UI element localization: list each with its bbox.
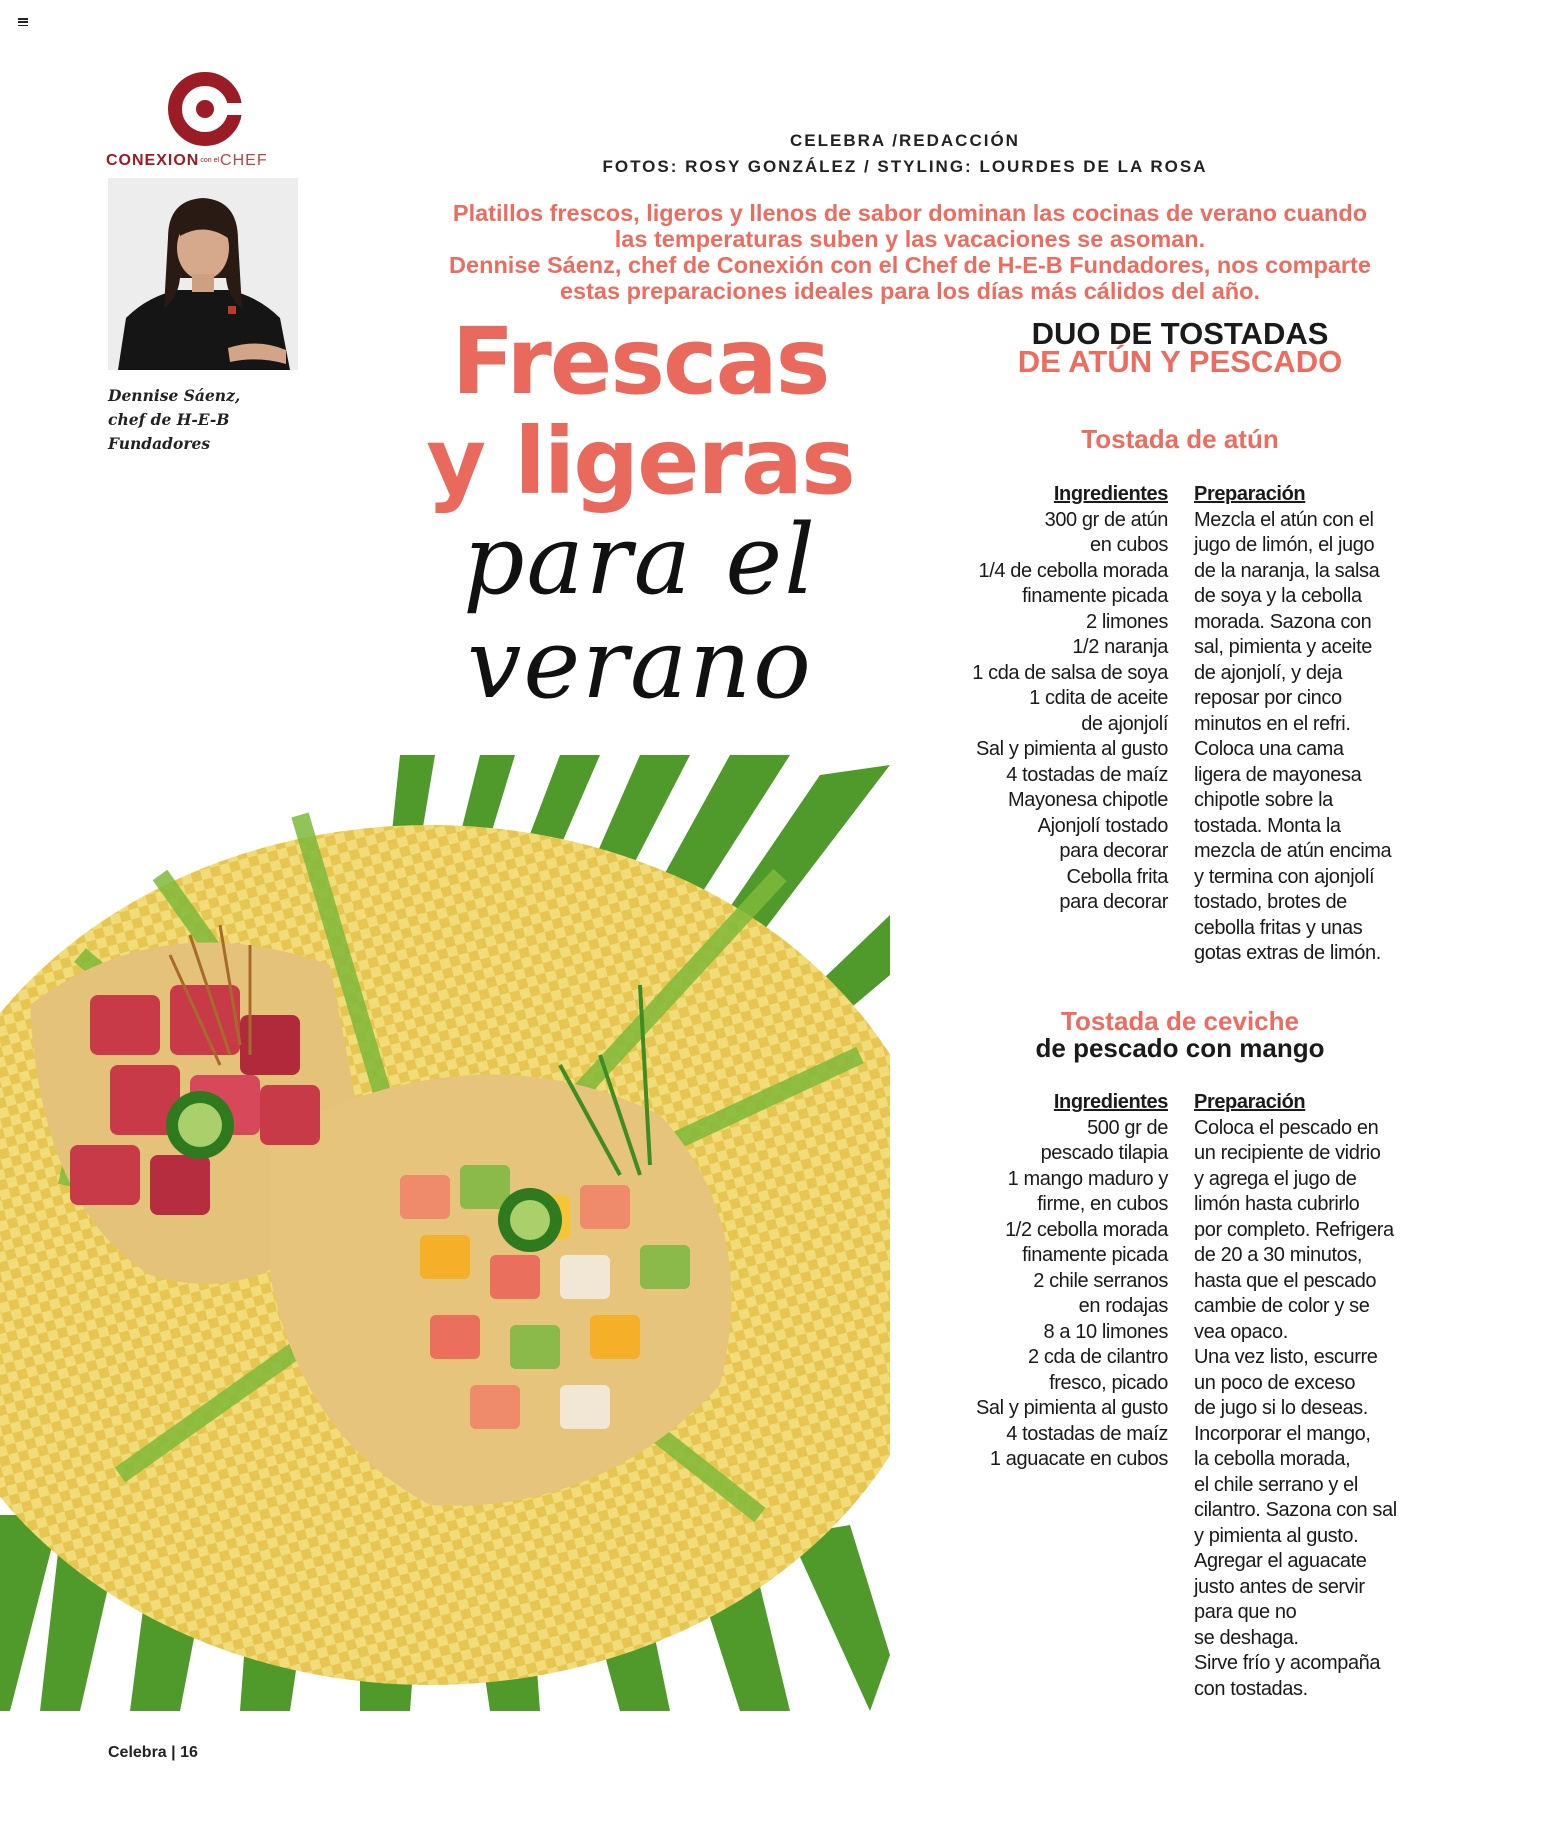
menu-icon[interactable] [18, 18, 28, 26]
dish-title: DUO DE TOSTADAS DE ATÚN Y PESCADO [1017, 316, 1343, 379]
title-line-1: Frescas [451, 308, 829, 415]
conexion-chef-logo [106, 72, 302, 170]
title-line-4: verano [467, 608, 813, 720]
logo-text: CONEXIONcon elCHEF [106, 152, 268, 169]
chef-portrait [108, 178, 298, 370]
recipe1-title: Tostada de atún [1081, 424, 1279, 454]
recipe2-ingredients: Ingredientes 500 gr de pescado tilapia 1 mango maduro y firme, en cubos 1/2 cebolla morada finamente picada 2 chile serranos en rodajas 8 a 10 limones 2 cda de cilantro fresco, picado Sal y pimienta al gusto 4 tostadas de maíz 1 aguacate en cubos [975, 1091, 1168, 1470]
intro-paragraph: Platillos frescos, ligeros y llenos de sabor dominan las cocinas de verano cuando las temperaturas suben y las vacaciones se asoman. Dennise Sáenz, chef de Conexión con el Chef de H-E-B Fundadores, nos comparte estas preparaciones ideales para los días más cálidos del año. [449, 200, 1371, 304]
recipe1-preparation: Preparación Mezcla el atún con el jugo de limón, el jugo de la naranja, la salsa de soya y la cebolla morada. Sazona con sal, pimienta y aceite de ajonjolí, y deja reposar por cinco minutos en el refri. Coloca una cama ligera de mayonesa chipotle sobre la tostada. Monta la mezcla de atún encima y termina con ajonjolí tostado, brotes de cebolla fritas y unas gotas extras de limón. [1194, 483, 1392, 964]
logo-c-icon [168, 72, 242, 146]
recipe2-preparation: Preparación Coloca el pescado en un recipiente de vidrio y agrega el jugo de limón hasta cubrirlo por completo. Refrigera de 20 a 30 minutos, hasta que el pescado cambie de color y se vea opaco. Una vez listo, escurre un poco de exceso de jugo si lo deseas. Incorporar el mango, la cebolla morada, el chile serrano y el cilantro. Sazona con sal y pimienta al gusto. Agregar el aguacate justo antes de servir para que no se deshaga. Sirve frío y acompaña con tostadas. [1194, 1091, 1397, 1700]
tostadas-photo [0, 755, 890, 1711]
recipe2-title: Tostada de ceviche de pescado con mango [1035, 1006, 1325, 1063]
chef-caption: Dennise Sáenz, chef de H-E-B Fundadores [108, 386, 241, 453]
article-credits: CELEBRA /REDACCIÓN FOTOS: ROSY GONZÁLEZ / STYLING: LOURDES DE LA ROSA [602, 131, 1208, 176]
title-line-3: para el [463, 504, 817, 616]
recipe1-ingredients: Ingredientes 300 gr de atún en cubos 1/4 de cebolla morada finamente picada 2 limones 1/2 naranja 1 cda de salsa de soya 1 cdita de aceite de ajonjolí Sal y pimienta al gusto 4 tostadas de maíz Mayonesa chipotle Ajonjolí tostado para decorar Cebolla frita para decorar [972, 483, 1168, 913]
page-footer: Celebra | 16 [108, 1744, 198, 1761]
title-line-2: y ligeras [426, 408, 854, 515]
